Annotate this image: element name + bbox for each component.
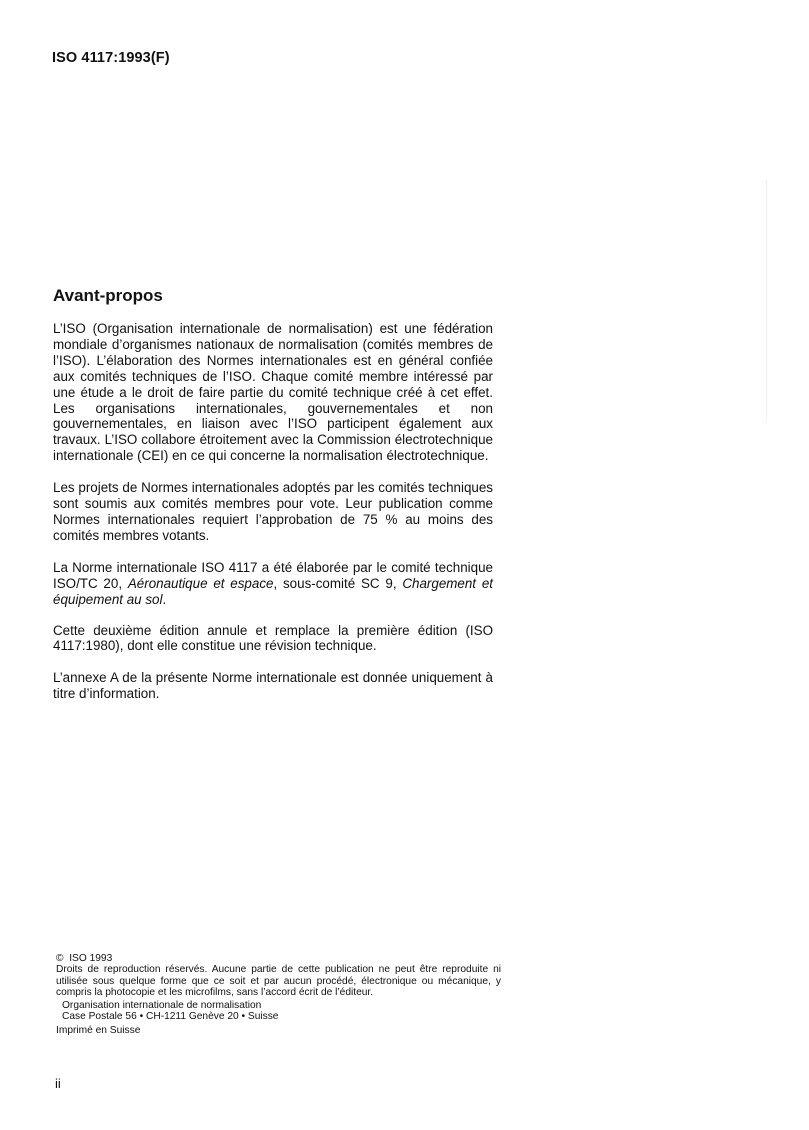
committee-text-3: . [162,591,167,607]
organisation-address: Case Postale 56 • CH-1211 Genève 20 • Suisse [62,1011,279,1023]
page-number: ii [55,1076,61,1091]
committee-name: Aéronautique et espace [127,575,274,591]
paragraph-committee [53,560,493,608]
copyright-block [56,953,501,1036]
subcommittee-name: Chargement et équipement au sol [53,575,493,607]
paragraph-iso-intro: L’ISO (Organisation internationale de normalisation) est une fédération mondiale d’organismes nationaux de normalisation (comités membres de l’ISO). L’élaboration des Normes internationales est en général confiée aux comités techniques de l’ISO. Chaque comité membre intéressé par une étude a le droit de faire partie du comité technique créé à cet effet. Les organisations internationales, gouvernementales et non gouvernementales, en liaison avec l’ISO participent également aux travaux. L’ISO collabore étroitement avec la Commission électrotechnique internationale (CEI) en ce qui concerne la normalisation électrotechnique. [53,321,493,464]
rights-notice: Droits de reproduction réservés. Aucune partie de cette publication ne peut être reproduite ni utilisée sous quelque forme que ce soit et par aucun procédé, électronique ou mécanique, y compris la photocopie et les microfilms, sans l’accord écrit de l’éditeur. [56,964,501,998]
copyright-line [56,953,501,964]
section-title: Avant-propos [53,286,163,305]
paragraph-edition: Cette deuxième édition annule et remplace la première édition (ISO 4117:1980), dont elle constitue une révision technique. [53,622,493,654]
document-id: ISO 4117:1993(F) [52,50,170,66]
printed-notice: Imprimé en Suisse [56,1024,141,1036]
copyright-year: ISO 1993 [69,953,113,964]
organisation-name: Organisation internationale de normalisation [62,1000,262,1012]
committee-text-1: La Norme internationale ISO 4117 a été élaborée par le comité technique ISO/TC 20, [53,559,493,591]
committee-text-2: , sous-comité SC 9, [273,575,403,591]
paragraph-annex: L’annexe A de la présente Norme internationale est donnée uniquement à titre d’information. [53,670,493,702]
copyright-icon: © [56,953,64,964]
paragraph-voting: Les projets de Normes internationales adoptés par les comités techniques sont soumis aux comités membres pour vote. Leur publication comme Normes internationales requiert l’approbation de 75 % au moins des comités membres votants. [53,480,493,543]
foreword-body [53,321,493,718]
scan-margin-marks [766,180,768,420]
